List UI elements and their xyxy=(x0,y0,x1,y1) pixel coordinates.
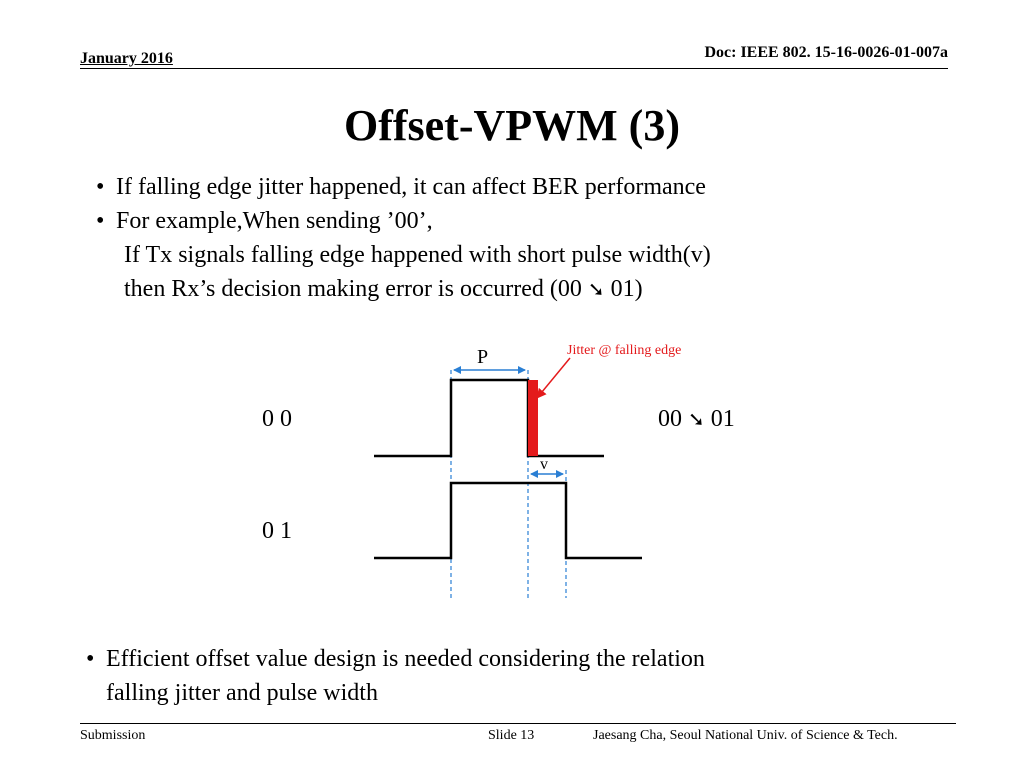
label-p: P xyxy=(477,346,489,368)
down-right-arrow-icon: ➘ xyxy=(587,277,605,301)
label-v: v xyxy=(540,456,548,473)
jitter-label: Jitter @ falling edge xyxy=(567,343,682,358)
row-label-01: 0 1 xyxy=(262,518,292,544)
bullet-dot-icon: • xyxy=(96,208,105,234)
row-label-00: 0 0 xyxy=(262,406,292,432)
footer-slide-number: Slide 13 xyxy=(488,728,535,743)
waveform-00 xyxy=(374,380,604,456)
jitter-pointer-arrow xyxy=(537,358,570,398)
error-result-label xyxy=(658,406,735,433)
header-doc-id: Doc: IEEE 802. 15-16-0026-01-007a xyxy=(704,44,948,61)
jitter-bar xyxy=(528,380,538,456)
bullet-text: Efficient offset value design is needed considering the relation xyxy=(106,646,705,672)
result-text: 00 xyxy=(658,406,688,432)
footer-rule xyxy=(80,723,956,724)
bullet-text: falling jitter and pulse width xyxy=(106,680,378,706)
sub-line-text: If Tx signals falling edge happened with short pulse width(v) xyxy=(124,242,711,268)
result-text: 01 xyxy=(704,406,735,432)
waveform-01 xyxy=(374,483,642,558)
slide-title: Offset-VPWM (3) xyxy=(344,101,680,150)
bullet-text: If falling edge jitter happened, it can affect BER performance xyxy=(116,174,706,200)
bullet-text-continuation xyxy=(86,676,705,710)
footer-submission: Submission xyxy=(80,728,146,743)
bullet-dot-icon: • xyxy=(96,174,105,200)
sub-line-text: then Rx’s decision making error is occurred (00 xyxy=(124,276,588,302)
down-right-arrow-icon: ➘ xyxy=(688,407,705,431)
bullet-text: For example,When sending ’00’, xyxy=(116,208,433,234)
footer-author: Jaesang Cha, Seoul National Univ. of Science & Tech. xyxy=(593,728,898,743)
bottom-bullet xyxy=(86,642,705,710)
bullet-item xyxy=(86,642,705,676)
sub-line-text: 01) xyxy=(604,276,643,302)
header-date: January 2016 xyxy=(80,50,173,67)
bullet-dot-icon: • xyxy=(86,646,95,672)
